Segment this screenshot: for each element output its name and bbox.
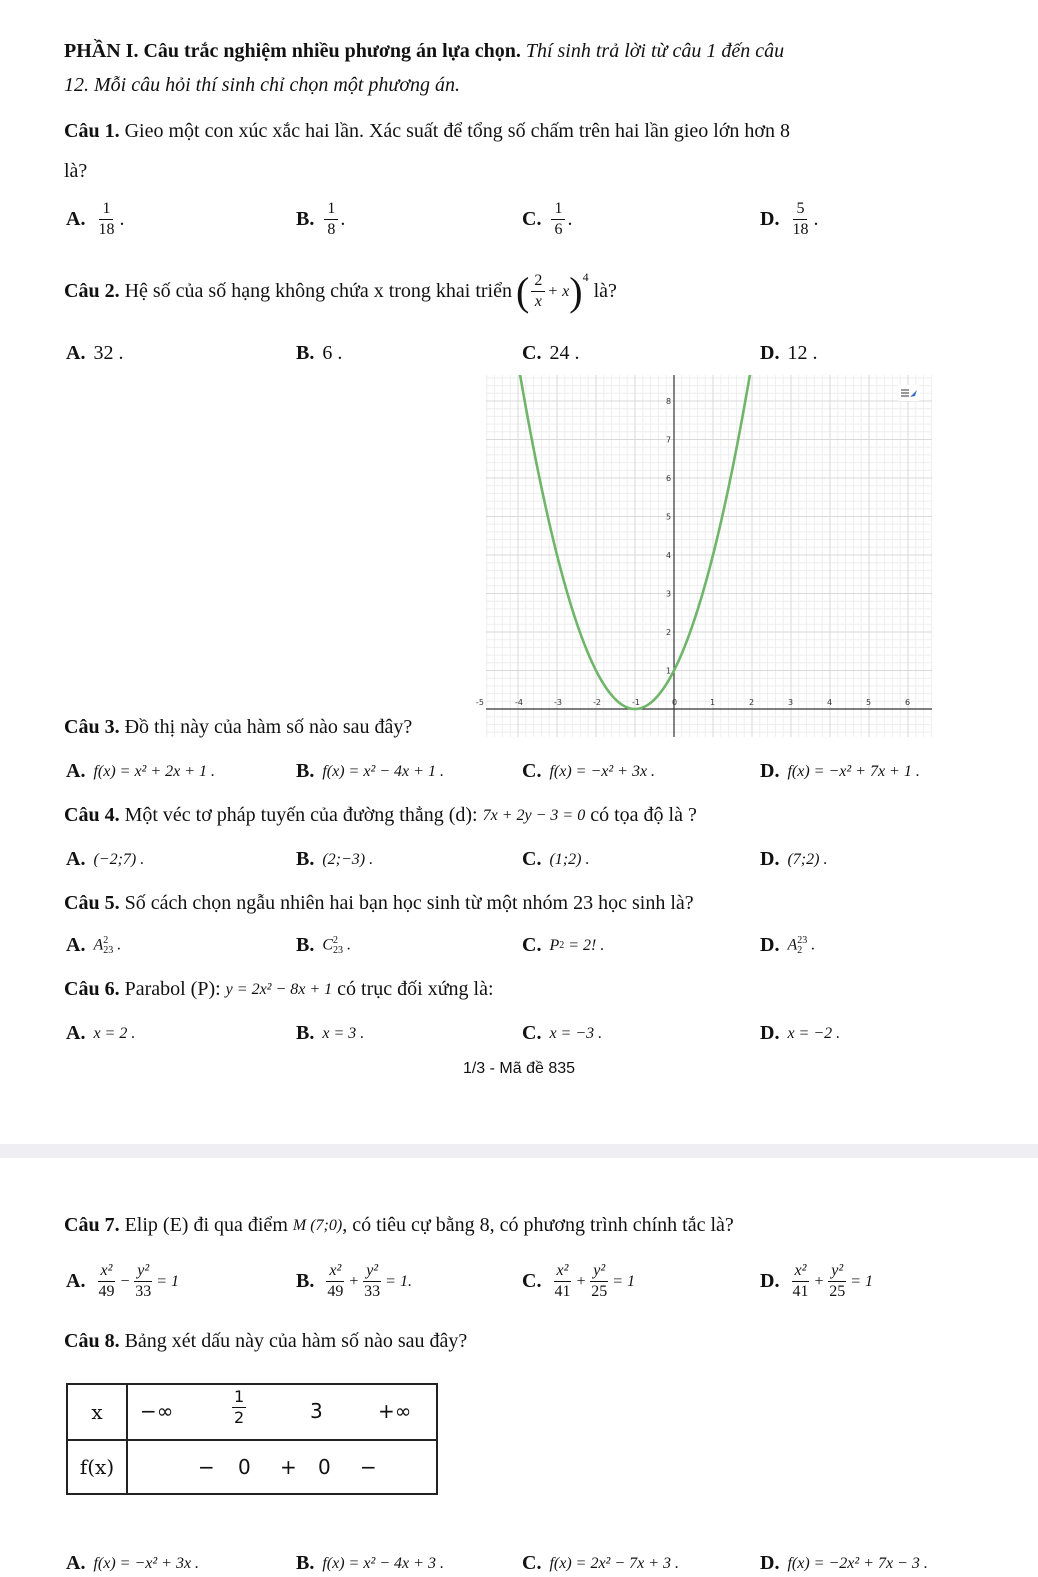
q2-option-b[interactable] xyxy=(296,342,342,365)
y-tick-label: 4 xyxy=(666,551,672,560)
numerator: 2 xyxy=(531,272,545,292)
option-tail: = 1. xyxy=(385,1272,412,1290)
question-1 xyxy=(64,120,790,143)
x-tick-label: -1 xyxy=(632,698,640,707)
sign-table-x-values xyxy=(127,1384,437,1440)
numerator: x² xyxy=(554,1262,572,1282)
point-label: M (7;0) xyxy=(292,1216,343,1234)
q8-option-c[interactable] xyxy=(522,1552,679,1575)
q5-option-a[interactable] xyxy=(66,934,121,957)
fraction xyxy=(789,200,811,239)
option-label: C. xyxy=(522,1270,542,1292)
option-label: B. xyxy=(296,1022,315,1044)
option-value: 24 . xyxy=(549,342,580,364)
question-text: Gieo một con xúc xắc hai lần. Xác suất để tổng số chấm trên hai lần gieo lớn hơn 8 xyxy=(124,120,790,142)
fraction xyxy=(95,200,117,239)
q5-option-b[interactable] xyxy=(296,934,351,957)
x-tick-label: -2 xyxy=(593,698,601,707)
option-label: D. xyxy=(760,848,780,870)
denominator: 49 xyxy=(98,1283,115,1300)
x-tick-label: 1 xyxy=(710,698,716,707)
x-tick-label: 6 xyxy=(905,698,911,707)
option-tail: . xyxy=(340,208,346,230)
question-3 xyxy=(64,716,412,739)
option-label: D. xyxy=(760,342,780,364)
q8-option-a[interactable] xyxy=(66,1552,199,1575)
option-label: A. xyxy=(66,1270,86,1292)
question-text: Hệ số của số hạng không chứa x trong khai triển xyxy=(124,280,512,302)
x-tick-label: 3 xyxy=(788,698,794,707)
x-value-pos-infinity: +∞ xyxy=(378,1399,412,1423)
option-value: x = −3 . xyxy=(549,1024,603,1042)
option-tail: = 1 xyxy=(612,1272,636,1290)
question-text: Parabol (P): xyxy=(124,978,221,1000)
y-tick-label: 1 xyxy=(666,666,672,676)
sign-negative: − xyxy=(360,1455,377,1479)
question-text: Đồ thị này của hàm số nào sau đây? xyxy=(124,716,413,738)
option-label: B. xyxy=(296,1270,315,1292)
option-tail: . xyxy=(119,208,125,230)
sign-table xyxy=(66,1383,438,1495)
fraction xyxy=(588,1262,610,1301)
denominator: x xyxy=(534,293,542,310)
option-label: C. xyxy=(522,208,542,230)
question-label: Câu 2. xyxy=(64,280,120,302)
q7-option-b[interactable] xyxy=(296,1262,412,1301)
question-tail: có trục đối xứng là: xyxy=(337,978,494,1000)
option-label: B. xyxy=(296,934,315,956)
y-tick-label: 7 xyxy=(666,435,672,445)
sign-positive: + xyxy=(280,1455,297,1479)
fraction xyxy=(132,1262,154,1301)
y-tick-label: 2 xyxy=(666,628,672,637)
numerator: 5 xyxy=(793,200,807,220)
fraction xyxy=(324,1262,346,1301)
symbol-sub: 2 xyxy=(797,944,803,956)
q3-option-d[interactable] xyxy=(760,760,920,783)
option-label: C. xyxy=(522,760,542,782)
part-header xyxy=(64,40,784,63)
symbol-sub: 23 xyxy=(333,944,344,956)
option-value: 32 . xyxy=(93,342,124,364)
denominator: 33 xyxy=(364,1283,381,1300)
q2-option-c[interactable] xyxy=(522,342,579,365)
fraction xyxy=(531,272,545,311)
option-value: (2;−3) . xyxy=(322,850,374,868)
numerator: y² xyxy=(134,1262,152,1282)
question-8 xyxy=(64,1330,467,1353)
option-value: f(x) = x² − 4x + 3 . xyxy=(322,1554,444,1572)
question-label: Câu 3. xyxy=(64,716,120,738)
q6-option-b[interactable] xyxy=(296,1022,364,1045)
x-tick-label: 5 xyxy=(866,698,872,707)
question-text: Số cách chọn ngẫu nhiên hai bạn học sinh từ một nhóm 23 học sinh là? xyxy=(124,892,694,914)
right-paren: ) xyxy=(569,269,583,314)
option-value: (1;2) . xyxy=(549,850,590,868)
question-label: Câu 7. xyxy=(64,1214,120,1236)
symbol-sup: 2 xyxy=(333,934,339,946)
fraction xyxy=(551,1262,573,1301)
part-title: PHẦN I. Câu trắc nghiệm nhiều phương án lựa chọn. xyxy=(64,40,521,62)
option-value: (−2;7) . xyxy=(93,850,145,868)
question-text-2: , có tiêu cự bằng 8, có phương trình chính tắc là? xyxy=(342,1214,734,1236)
symbol-base: A xyxy=(787,936,798,954)
option-label: A. xyxy=(66,208,86,230)
option-value: x = −2 . xyxy=(787,1024,841,1042)
combinatorics-symbol xyxy=(787,936,815,956)
option-label: B. xyxy=(296,760,315,782)
operator: + xyxy=(813,1272,825,1290)
symbol-sup: 23 xyxy=(797,934,808,946)
fraction xyxy=(789,1262,811,1301)
symbol-sub: 2 xyxy=(559,939,565,951)
combinatorics-symbol xyxy=(322,936,351,956)
denominator: 2 xyxy=(234,1408,245,1427)
q4-option-a[interactable] xyxy=(66,848,144,871)
option-value: f(x) = −x² + 7x + 1 . xyxy=(787,762,920,780)
option-label: D. xyxy=(760,760,780,782)
numerator: y² xyxy=(590,1262,608,1282)
q6-option-c[interactable] xyxy=(522,1022,602,1045)
q6-option-d[interactable] xyxy=(760,1022,840,1045)
question-text: Bảng xét dấu này của hàm số nào sau đây? xyxy=(124,1330,468,1352)
option-tail: = 2! . xyxy=(568,936,605,954)
parabola-graph xyxy=(476,375,932,737)
graph-settings-icon[interactable] xyxy=(898,385,920,401)
combinatorics-symbol xyxy=(93,936,121,956)
option-label: B. xyxy=(296,208,315,230)
exponent: 4 xyxy=(582,270,589,284)
option-label: A. xyxy=(66,760,86,782)
option-value: (7;2) . xyxy=(787,850,828,868)
option-tail: . xyxy=(567,208,573,230)
option-value: f(x) = −x² + 3x . xyxy=(549,762,656,780)
option-label: A. xyxy=(66,1552,86,1574)
q7-option-c[interactable] xyxy=(522,1262,635,1301)
question-text: Một véc tơ pháp tuyến của đường thẳng (d): xyxy=(124,804,478,826)
option-label: D. xyxy=(760,1270,780,1292)
question-tail: là? xyxy=(593,280,617,302)
q2-option-d[interactable] xyxy=(760,342,817,365)
denominator: 25 xyxy=(829,1283,846,1300)
question-label: Câu 1. xyxy=(64,120,120,142)
option-value: x = 3 . xyxy=(322,1024,365,1042)
x-value-neg-infinity: −∞ xyxy=(140,1399,174,1423)
q5-option-c[interactable] xyxy=(522,934,604,957)
expression-term: + x xyxy=(547,282,570,300)
q6-option-a[interactable] xyxy=(66,1022,135,1045)
x-tick-label: 0 xyxy=(672,698,678,707)
q4-option-b[interactable] xyxy=(296,848,373,871)
q4-option-c[interactable] xyxy=(522,848,589,871)
option-tail: . xyxy=(811,936,816,954)
operator: + xyxy=(348,1272,360,1290)
fraction xyxy=(361,1262,383,1301)
option-label: D. xyxy=(760,1022,780,1044)
option-value: 12 . xyxy=(787,342,818,364)
question-6 xyxy=(64,978,494,1001)
question-7 xyxy=(64,1214,734,1237)
x-value-one-half xyxy=(232,1387,246,1428)
question-4 xyxy=(64,804,697,827)
symbol-base: C xyxy=(322,936,334,954)
symbol-sup: 2 xyxy=(103,934,109,946)
numerator: 1 xyxy=(551,200,565,220)
x-tick-label: 2 xyxy=(749,698,755,707)
numerator: x² xyxy=(98,1262,116,1282)
option-label: B. xyxy=(296,342,315,364)
option-tail: . xyxy=(117,936,122,954)
option-value: x = 2 . xyxy=(93,1024,136,1042)
option-label: C. xyxy=(522,934,542,956)
page-footer: 1/3 - Mã đề 835 xyxy=(462,1060,576,1077)
question-5 xyxy=(64,892,694,915)
option-label: A. xyxy=(66,1022,86,1044)
option-label: A. xyxy=(66,934,86,956)
line-equation: 7x + 2y − 3 = 0 xyxy=(482,806,586,824)
question-label: Câu 8. xyxy=(64,1330,120,1352)
denominator: 8 xyxy=(327,221,336,238)
fraction xyxy=(826,1262,848,1301)
denominator: 18 xyxy=(98,221,115,238)
sign-table-signs xyxy=(127,1440,437,1494)
question-text: Elip (E) đi qua điểm xyxy=(124,1214,288,1236)
q7-option-a[interactable] xyxy=(66,1262,179,1301)
denominator: 41 xyxy=(554,1283,571,1300)
part-instruction-2: 12. Mỗi câu hỏi thí sinh chỉ chọn một phương án. xyxy=(64,74,460,96)
option-label: A. xyxy=(66,848,86,870)
denominator: 18 xyxy=(792,221,809,238)
exam-page-2 xyxy=(0,1158,1038,1577)
fraction xyxy=(95,1262,117,1301)
combinatorics-symbol xyxy=(549,937,604,955)
question-label: Câu 5. xyxy=(64,892,120,914)
numerator: y² xyxy=(363,1262,381,1282)
denominator: 33 xyxy=(135,1283,152,1300)
option-label: A. xyxy=(66,342,86,364)
denominator: 6 xyxy=(554,221,563,238)
q7-option-d[interactable] xyxy=(760,1262,873,1301)
q3-option-a[interactable] xyxy=(66,760,215,783)
option-label: C. xyxy=(522,1552,542,1574)
option-tail: . xyxy=(347,936,352,954)
sign-zero: 0 xyxy=(318,1455,331,1479)
operator: − xyxy=(119,1272,131,1290)
operator: + xyxy=(575,1272,587,1290)
q2-option-a[interactable] xyxy=(66,342,123,365)
q3-option-b[interactable] xyxy=(296,760,444,783)
option-label: C. xyxy=(522,848,542,870)
q5-option-d[interactable] xyxy=(760,934,815,957)
denominator: 25 xyxy=(591,1283,608,1300)
parabola-equation: y = 2x² − 8x + 1 xyxy=(225,980,333,998)
numerator: 1 xyxy=(324,200,338,220)
fraction xyxy=(551,200,565,239)
q1-option-c[interactable] xyxy=(522,200,572,239)
option-value: f(x) = −x² + 3x . xyxy=(93,1554,200,1572)
option-label: D. xyxy=(760,208,780,230)
q4-option-d[interactable] xyxy=(760,848,827,871)
sign-zero: 0 xyxy=(238,1455,251,1479)
option-value: f(x) = 2x² − 7x + 3 . xyxy=(549,1554,680,1572)
x-tick-label: 4 xyxy=(827,698,833,707)
page-separator xyxy=(0,1144,1038,1158)
question-1-text-2: là? xyxy=(64,160,88,182)
option-label: D. xyxy=(760,934,780,956)
x-value-three: 3 xyxy=(310,1399,323,1423)
numerator: 1 xyxy=(99,200,113,220)
numerator: 1 xyxy=(234,1387,245,1406)
numerator: x² xyxy=(326,1262,344,1282)
option-tail: . xyxy=(813,208,819,230)
option-label: C. xyxy=(522,342,542,364)
option-value: f(x) = −2x² + 7x − 3 . xyxy=(787,1554,928,1572)
y-tick-label: 8 xyxy=(666,397,672,406)
numerator: y² xyxy=(828,1262,846,1282)
symbol-sub: 23 xyxy=(103,944,114,956)
option-tail: = 1 xyxy=(850,1272,874,1290)
question-tail: có tọa độ là ? xyxy=(590,804,697,826)
symbol-base: P xyxy=(549,936,560,954)
q1-option-a[interactable] xyxy=(66,200,124,239)
x-tick-label: -5 xyxy=(476,698,484,707)
question-label: Câu 6. xyxy=(64,978,120,1000)
sign-table-fx-header: f(x) xyxy=(67,1440,127,1494)
left-paren: ( xyxy=(516,269,530,314)
part-instruction-1: Thí sinh trả lời từ câu 1 đến câu xyxy=(525,40,785,62)
denominator: 41 xyxy=(792,1283,809,1300)
option-label: B. xyxy=(296,848,315,870)
fraction xyxy=(324,200,338,239)
y-tick-label: 3 xyxy=(666,589,672,599)
y-tick-label: 6 xyxy=(666,474,672,483)
x-tick-label: -3 xyxy=(554,698,562,707)
q1-option-d[interactable] xyxy=(760,200,818,239)
option-label: D. xyxy=(760,1552,780,1574)
q1-option-b[interactable] xyxy=(296,200,345,239)
option-value: f(x) = x² − 4x + 1 . xyxy=(322,762,444,780)
question-label: Câu 4. xyxy=(64,804,120,826)
sign-table-x-header: x xyxy=(67,1384,127,1440)
numerator: x² xyxy=(792,1262,810,1282)
symbol-base: A xyxy=(93,936,104,954)
option-label: C. xyxy=(522,1022,542,1044)
sign-negative: − xyxy=(198,1455,215,1479)
y-tick-label: 5 xyxy=(666,512,672,522)
option-tail: = 1 xyxy=(156,1272,180,1290)
q3-option-c[interactable] xyxy=(522,760,655,783)
q8-option-d[interactable] xyxy=(760,1552,928,1575)
denominator: 49 xyxy=(327,1283,344,1300)
option-value: f(x) = x² + 2x + 1 . xyxy=(93,762,216,780)
x-tick-label: -4 xyxy=(515,698,523,707)
question-2 xyxy=(64,268,617,315)
option-label: B. xyxy=(296,1552,315,1574)
option-value: 6 . xyxy=(322,342,343,364)
q8-option-b[interactable] xyxy=(296,1552,444,1575)
